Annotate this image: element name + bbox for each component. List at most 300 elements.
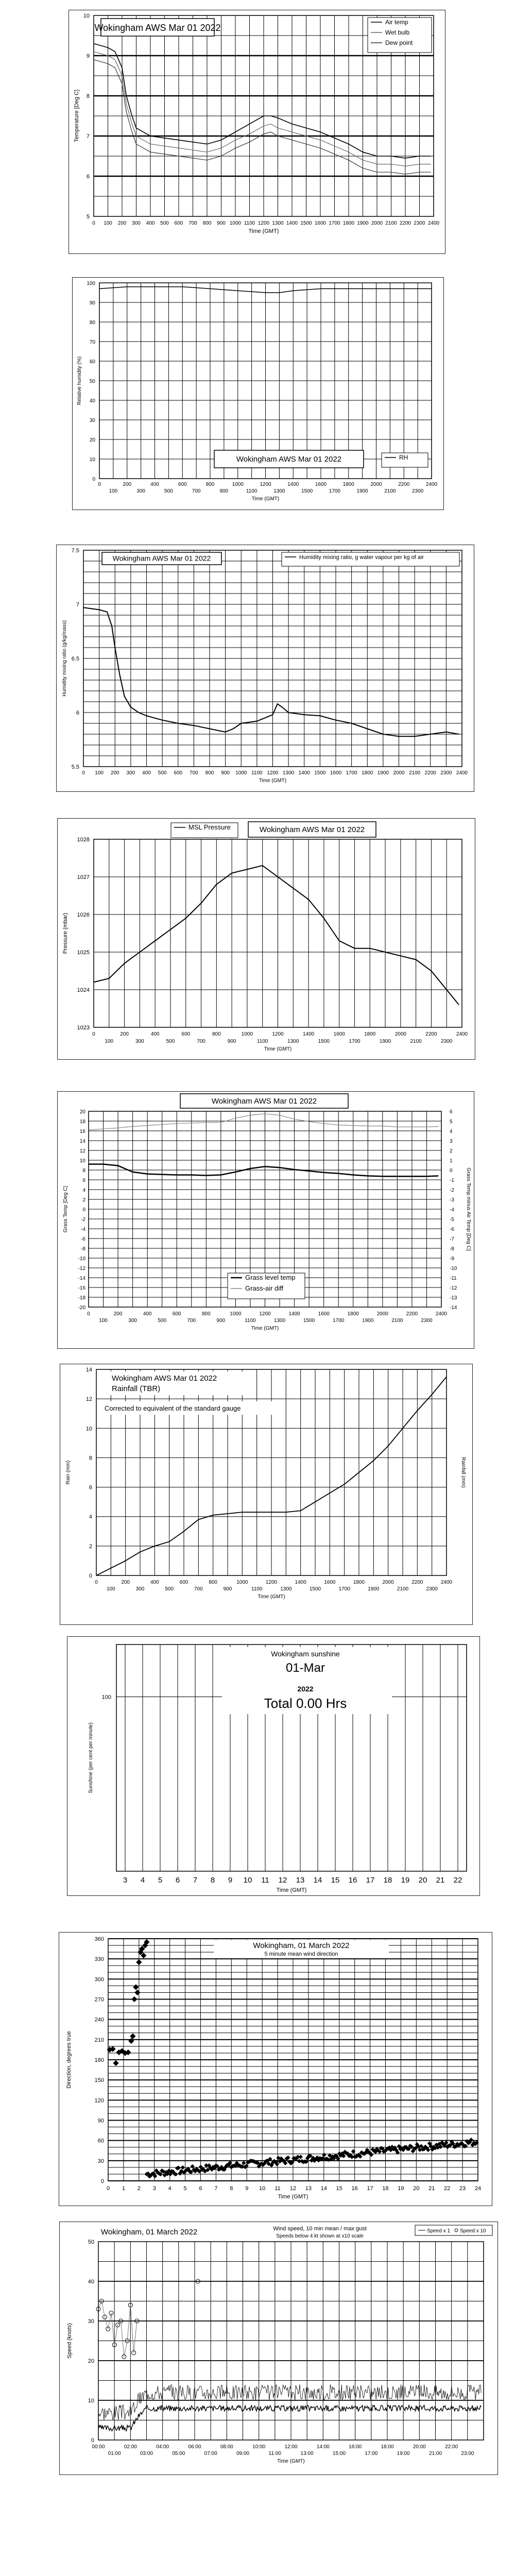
x-tick-label: 13:00	[300, 2451, 314, 2456]
y-tick-label: 20	[79, 1109, 85, 1115]
series-line-0	[94, 866, 459, 1005]
legend-label: MSL Pressure	[188, 823, 231, 831]
chart-subtitle: Wind speed, 10 min mean / max gust	[273, 2226, 367, 2232]
y-tick-label: 20	[88, 2358, 94, 2364]
x-tick-label: 600	[181, 1031, 191, 1037]
x-tick-label: 0	[92, 221, 95, 226]
y-tick-label: -6	[81, 1236, 85, 1242]
x-tick-label: 1700	[349, 1039, 360, 1044]
x-tick-label: 2000	[394, 1031, 406, 1037]
y-tick-label-right: 1	[450, 1158, 453, 1164]
x-tick-label: 24	[474, 2185, 482, 2192]
x-tick-label: 1500	[301, 488, 313, 494]
x-tick-label: 400	[150, 1031, 160, 1037]
x-tick-label: 2200	[411, 1580, 423, 1585]
x-tick-label: 1600	[333, 1031, 345, 1037]
x-tick-label: 4	[140, 1876, 145, 1885]
y-tick-label: 40	[88, 2279, 94, 2285]
chart-total: Total 0.00 Hrs	[264, 1696, 347, 1711]
y-axis-label-right: Grass Temp minus Air Temp [Deg C]	[466, 1167, 471, 1251]
y-tick-label: 360	[94, 1936, 104, 1942]
x-axis-label: Time (GMT)	[259, 778, 287, 784]
x-tick-label: 300	[126, 770, 135, 776]
x-tick-label: 13	[305, 2185, 312, 2192]
y-axis-label: Humidity mixing ratio (g/kg/mass)	[62, 620, 67, 697]
y-tick-label: 7	[86, 133, 90, 140]
x-tick-label: 900	[227, 1039, 236, 1044]
series-gust-line	[98, 2384, 481, 2420]
x-tick-label: 1400	[295, 1580, 306, 1585]
x-tick-label: 2100	[391, 1318, 403, 1324]
x-tick-label: 400	[146, 221, 155, 226]
y-tick-label: 300	[94, 1976, 104, 1983]
y-tick-label-right: 6	[450, 1109, 453, 1115]
x-tick-label: 100	[95, 770, 104, 776]
x-tick-label: 700	[188, 221, 197, 226]
x-tick-label: 1100	[244, 221, 255, 226]
x-tick-label: 600	[172, 1311, 181, 1317]
y-axis-label: Speed (knots)	[66, 2323, 73, 2359]
x-tick-label: 1900	[368, 1586, 380, 1592]
humidity-chart-svg	[73, 278, 443, 510]
y-tick-label: 1023	[77, 1025, 90, 1031]
legend-label: Dew point	[385, 39, 413, 46]
x-tick-label: 500	[160, 221, 169, 226]
data-point	[131, 1996, 137, 2002]
x-tick-label: 07:00	[204, 2451, 217, 2456]
x-tick-label: 1100	[245, 1318, 256, 1324]
x-tick-label: 500	[164, 488, 173, 494]
series-line-1	[89, 1114, 438, 1130]
x-tick-label: 1800	[342, 221, 355, 226]
x-tick-label: 3	[123, 1876, 128, 1885]
y-tick-label: 14	[85, 1367, 92, 1373]
x-tick-label: 12	[289, 2185, 297, 2192]
wind-direction-chart	[59, 1932, 492, 2206]
y-tick-label: 90	[97, 2117, 104, 2124]
y-tick-label: 60	[97, 2138, 104, 2144]
y-axis-label-right: Rainfall (mm)	[460, 1457, 466, 1488]
x-tick-label: 0	[92, 1031, 95, 1037]
y-tick-label: 20	[89, 437, 95, 443]
y-tick-label-right: 5	[450, 1119, 453, 1125]
x-tick-label: 19:00	[397, 2451, 410, 2456]
x-tick-label: 2000	[393, 770, 405, 776]
y-tick-label: 1025	[77, 950, 90, 956]
y-tick-label: 80	[89, 320, 95, 326]
pressure-chart	[57, 818, 475, 1060]
y-tick-label: 2	[89, 1543, 92, 1550]
y-tick-label: 100	[87, 281, 95, 286]
y-tick-label: 12	[79, 1148, 85, 1154]
x-tick-label: 20:00	[413, 2444, 426, 2450]
y-tick-label-right: 0	[450, 1168, 453, 1174]
x-tick-label: 300	[135, 1586, 145, 1592]
temperature-chart-svg	[69, 10, 445, 253]
y-tick-label: 0	[92, 477, 95, 482]
x-tick-label: 4	[168, 2185, 171, 2192]
y-tick-label-right: -3	[450, 1197, 454, 1203]
x-tick-label: 1	[122, 2185, 125, 2192]
x-tick-label: 18	[383, 1876, 392, 1885]
x-tick-label: 03:00	[140, 2451, 153, 2456]
chart-title: Wokingham sunshine	[271, 1650, 340, 1658]
x-tick-label: 200	[123, 482, 132, 487]
y-tick-label: 100	[101, 1694, 111, 1701]
series-mean-line	[98, 2405, 481, 2431]
y-tick-label: 5.5	[71, 764, 79, 770]
x-tick-label: 5	[158, 1876, 163, 1885]
x-tick-label: 0	[106, 2185, 110, 2192]
x-tick-label: 1400	[288, 1311, 300, 1317]
data-point	[113, 2060, 118, 2066]
x-tick-label: 06:00	[188, 2444, 201, 2450]
x-tick-label: 11	[261, 1876, 269, 1885]
x-tick-label: 1900	[357, 221, 369, 226]
chart-title: Wokingham AWS Mar 01 2022	[236, 455, 342, 464]
x-tick-label: 100	[105, 1039, 114, 1044]
grid	[99, 283, 432, 479]
x-tick-label: 14:00	[316, 2444, 330, 2450]
y-tick-label: 0	[100, 2178, 104, 2184]
x-tick-label: 1300	[273, 1318, 286, 1324]
y-axis-label: Relative humidity (%)	[77, 356, 82, 405]
x-tick-label: 400	[150, 1580, 159, 1585]
x-tick-label: 1600	[318, 1311, 330, 1317]
chart-title: Wokingham AWS Mar 01 2022	[112, 554, 211, 563]
x-tick-label: 19	[398, 2185, 404, 2192]
x-tick-label: 200	[117, 221, 127, 226]
x-tick-label: 2200	[406, 1311, 418, 1317]
x-tick-label: 1400	[298, 770, 310, 776]
y-tick-label: 120	[94, 2097, 104, 2104]
y-tick-label: 30	[89, 418, 95, 423]
x-tick-label: 400	[143, 1311, 152, 1317]
x-axis-label: Time (GMT)	[276, 1887, 307, 1893]
legend-label: Humidity mixing ratio, g water vapour per kg of air	[299, 554, 424, 561]
y-tick-label: 40	[89, 398, 95, 404]
chart-annotation: Corrected to equivalent of the standard gauge	[105, 1404, 241, 1412]
x-tick-label: 1000	[230, 1311, 242, 1317]
x-axis-label: Time (GMT)	[278, 2194, 308, 2200]
x-tick-label: 2200	[398, 482, 410, 487]
x-tick-label: 2100	[410, 1039, 422, 1044]
grid	[96, 1369, 447, 1575]
y-tick-label: 30	[97, 2158, 104, 2164]
y-tick-label: -18	[78, 1295, 85, 1301]
data-point	[130, 2033, 135, 2039]
x-tick-label: 01:00	[108, 2451, 121, 2456]
x-tick-label: 22	[453, 1876, 462, 1885]
y-tick-label: 1024	[77, 987, 90, 993]
y-tick-label: 14	[79, 1139, 85, 1144]
x-tick-label: 2300	[421, 1318, 433, 1324]
wind-speed-chart-svg	[60, 2222, 497, 2475]
x-tick-label: 8	[210, 1876, 215, 1885]
y-tick-label: 12	[85, 1396, 92, 1403]
x-tick-label: 1200	[260, 482, 271, 487]
x-tick-label: 2000	[382, 1580, 394, 1585]
y-tick-label: 1026	[77, 912, 90, 918]
x-tick-label: 1000	[235, 770, 247, 776]
x-tick-label: 11:00	[268, 2451, 281, 2456]
series-line-0	[83, 607, 459, 736]
x-tick-label: 2300	[441, 1039, 453, 1044]
y-tick-label: -14	[78, 1276, 85, 1281]
x-tick-label: 16	[351, 2185, 358, 2192]
x-tick-label: 1200	[265, 1580, 278, 1585]
y-tick-label: 1027	[77, 874, 90, 880]
y-tick-label: 60	[89, 359, 95, 365]
x-tick-label: 100	[99, 1318, 108, 1324]
x-tick-label: 800	[205, 770, 214, 776]
x-tick-label: 500	[158, 770, 167, 776]
y-tick-label-right: -9	[450, 1256, 454, 1262]
y-tick-label: 18	[79, 1119, 85, 1125]
x-tick-label: 20	[418, 1876, 427, 1885]
y-tick-label: 7.5	[71, 548, 79, 554]
x-tick-label: 900	[221, 770, 230, 776]
y-tick-label: 2	[82, 1197, 85, 1203]
x-tick-label: 800	[205, 482, 215, 487]
x-tick-label: 1500	[314, 770, 326, 776]
y-axis-label: Pressure (mbar)	[62, 912, 68, 954]
y-tick-label: 6	[82, 1178, 85, 1183]
y-tick-label: 6	[89, 1484, 92, 1491]
x-tick-label: 00:00	[92, 2444, 105, 2450]
data-point	[133, 1984, 139, 1990]
y-tick-label: -10	[78, 1256, 85, 1262]
x-tick-label: 200	[121, 1580, 130, 1585]
x-tick-label: 1900	[377, 770, 389, 776]
x-tick-label: 700	[197, 1039, 205, 1044]
y-tick-label: 240	[94, 2016, 104, 2023]
x-tick-label: 300	[128, 1318, 137, 1324]
x-tick-label: 2000	[371, 221, 383, 226]
mixing-ratio-chart	[56, 545, 474, 792]
legend-label: RH	[399, 454, 408, 461]
grid	[94, 839, 462, 1027]
y-axis-label: Grass Temp [Deg C]	[63, 1185, 68, 1233]
y-tick-label-right: 3	[450, 1139, 453, 1144]
temperature-chart	[68, 10, 445, 254]
x-tick-label: 100	[106, 1586, 115, 1592]
x-tick-label: 200	[120, 1031, 129, 1037]
x-tick-label: 2400	[435, 1311, 448, 1317]
data-point	[128, 2038, 134, 2044]
y-tick-label: 10	[83, 13, 90, 19]
y-tick-label: 4	[82, 1188, 85, 1193]
x-tick-label: 22:00	[445, 2444, 458, 2450]
x-tick-label: 800	[212, 1031, 221, 1037]
x-tick-label: 2400	[425, 482, 438, 487]
x-tick-label: 300	[135, 1039, 144, 1044]
x-tick-label: 15:00	[332, 2451, 346, 2456]
x-tick-label: 500	[158, 1318, 167, 1324]
x-tick-label: 1300	[272, 221, 284, 226]
x-tick-label: 2000	[370, 482, 382, 487]
chart-title: Wokingham, 01 March 2022	[101, 2228, 198, 2236]
x-tick-label: 1400	[287, 482, 299, 487]
x-tick-label: 5	[183, 2185, 187, 2192]
x-tick-label: 1700	[329, 221, 340, 226]
y-tick-label: 50	[89, 379, 95, 384]
y-tick-label: -2	[81, 1217, 85, 1223]
y-tick-label: 9	[86, 53, 90, 59]
x-tick-label: 14	[313, 1876, 322, 1885]
x-tick-label: 2400	[456, 1031, 468, 1037]
x-tick-label: 1400	[286, 221, 298, 226]
legend-label: Grass level temp	[245, 1274, 296, 1281]
x-tick-label: 300	[132, 221, 141, 226]
x-axis-label: Time (GMT)	[248, 228, 279, 234]
x-tick-label: 1300	[283, 770, 295, 776]
x-tick-label: 1000	[236, 1580, 248, 1585]
y-tick-label: 16	[79, 1129, 85, 1134]
data-point	[134, 1990, 140, 1995]
legend-label: Speed x 10	[460, 2228, 486, 2234]
x-tick-label: 0	[87, 1311, 90, 1317]
x-tick-label: 700	[192, 488, 201, 494]
x-tick-label: 1300	[273, 488, 285, 494]
x-tick-label: 10:00	[252, 2444, 266, 2450]
x-tick-label: 2000	[376, 1311, 388, 1317]
y-tick-label: 10	[88, 2398, 94, 2404]
y-tick-label-right: 2	[450, 1148, 453, 1154]
x-tick-label: 0	[82, 770, 85, 776]
x-tick-label: 1400	[302, 1031, 315, 1037]
y-tick-label: 10	[89, 457, 95, 463]
chart-title: Wokingham, 01 March 2022	[253, 1941, 350, 1950]
x-tick-label: 900	[216, 1318, 226, 1324]
x-tick-label: 21:00	[428, 2451, 442, 2456]
legend-label: Air temp	[385, 19, 408, 26]
x-tick-label: 600	[179, 1580, 188, 1585]
y-axis-label: Direction, degrees true	[66, 2031, 72, 2089]
x-tick-label: 500	[166, 1039, 175, 1044]
x-tick-label: 18	[382, 2185, 389, 2192]
x-tick-label: 1700	[329, 488, 340, 494]
x-tick-label: 23:00	[461, 2451, 474, 2456]
y-tick-label: 330	[94, 1956, 104, 1963]
x-tick-label: 1800	[362, 770, 373, 776]
x-tick-label: 500	[165, 1586, 174, 1592]
mixing-ratio-chart-svg	[57, 545, 474, 791]
x-tick-label: 1300	[287, 1039, 299, 1044]
x-axis-label: Time (GMT)	[264, 1046, 292, 1052]
x-tick-label: 7	[193, 1876, 198, 1885]
x-axis-label: Time (GMT)	[251, 496, 280, 502]
x-tick-label: 900	[223, 1586, 232, 1592]
y-tick-label: 180	[94, 2057, 104, 2063]
x-tick-label: 9	[245, 2185, 249, 2192]
x-tick-label: 04:00	[156, 2444, 169, 2450]
grid	[83, 550, 462, 767]
x-tick-label: 22	[444, 2185, 451, 2192]
y-tick-label-right: -7	[450, 1236, 454, 1242]
y-tick-label: 0	[91, 2437, 94, 2444]
y-tick-label: -8	[81, 1246, 85, 1252]
x-tick-label: 2200	[424, 770, 436, 776]
x-tick-label: 16	[348, 1876, 357, 1885]
y-tick-label: 270	[94, 1996, 104, 2003]
x-tick-label: 1200	[267, 770, 279, 776]
y-tick-label-right: -13	[450, 1295, 457, 1301]
x-tick-label: 10	[243, 1876, 252, 1885]
x-tick-label: 17	[367, 2185, 373, 2192]
x-tick-label: 900	[217, 221, 226, 226]
x-tick-label: 1000	[232, 482, 244, 487]
sunshine-chart-svg	[67, 1637, 479, 1895]
x-tick-label: 1600	[330, 770, 342, 776]
y-tick-label: 50	[88, 2239, 94, 2245]
x-tick-label: 2400	[456, 770, 468, 776]
x-tick-label: 6	[199, 2185, 202, 2192]
x-tick-label: 0	[95, 1580, 98, 1585]
y-tick-label: 90	[89, 300, 95, 306]
x-tick-label: 300	[136, 488, 145, 494]
y-tick-label: -20	[78, 1305, 85, 1311]
x-tick-label: 02:00	[124, 2444, 137, 2450]
x-tick-label: 1300	[280, 1586, 292, 1592]
x-tick-label: 1500	[309, 1586, 321, 1592]
data-point	[181, 2165, 185, 2170]
pressure-chart-svg	[58, 819, 475, 1059]
wind-direction-chart-svg	[59, 1933, 492, 2206]
x-tick-label: 15	[331, 1876, 340, 1885]
y-axis-label: Rain (mm)	[65, 1460, 71, 1485]
x-tick-label: 1800	[364, 1031, 376, 1037]
y-tick-label: 0	[89, 1573, 92, 1579]
x-tick-label: 1100	[256, 1039, 268, 1044]
y-tick-label: 8	[82, 1168, 85, 1174]
x-tick-label: 1800	[347, 1311, 359, 1317]
x-tick-label: 10	[259, 2185, 266, 2192]
x-tick-label: 18:00	[381, 2444, 394, 2450]
x-tick-label: 14	[320, 2185, 327, 2192]
x-tick-label: 11	[274, 2185, 281, 2192]
y-tick-label-right: -6	[450, 1227, 454, 1232]
x-tick-label: 1100	[246, 488, 258, 494]
x-tick-label: 1600	[324, 1580, 336, 1585]
x-axis-label: Time (GMT)	[258, 1594, 285, 1600]
y-tick-label: 6	[86, 174, 90, 180]
y-tick-label-right: -11	[450, 1276, 457, 1281]
x-tick-label: 8	[230, 2185, 233, 2192]
x-tick-label: 2	[137, 2185, 141, 2192]
y-tick-label: 150	[94, 2077, 104, 2084]
x-tick-label: 09:00	[236, 2451, 250, 2456]
y-tick-label: 6.5	[71, 656, 79, 662]
x-tick-label: 21	[436, 1876, 445, 1885]
x-tick-label: 16:00	[349, 2444, 362, 2450]
x-tick-label: 12	[278, 1876, 287, 1885]
y-tick-label-right: -8	[450, 1246, 454, 1252]
y-tick-label: 7	[76, 602, 79, 608]
y-tick-label-right: -5	[450, 1217, 454, 1223]
y-tick-label: 70	[89, 340, 95, 345]
chart-subtitle: 01-Mar	[285, 1661, 325, 1675]
x-tick-label: 1600	[314, 221, 327, 226]
chart-subtitle-2: Speeds below 4 kt shown at x10 scale	[276, 2233, 364, 2239]
x-tick-label: 13	[296, 1876, 305, 1885]
x-tick-label: 200	[113, 1311, 123, 1317]
x-tick-label: 2300	[412, 488, 424, 494]
y-tick-label-right: -14	[450, 1305, 457, 1311]
y-tick-label: 30	[88, 2318, 94, 2325]
chart-title: Wokingham AWS Mar 01 2022	[94, 23, 221, 33]
y-tick-label: 4	[89, 1514, 92, 1520]
